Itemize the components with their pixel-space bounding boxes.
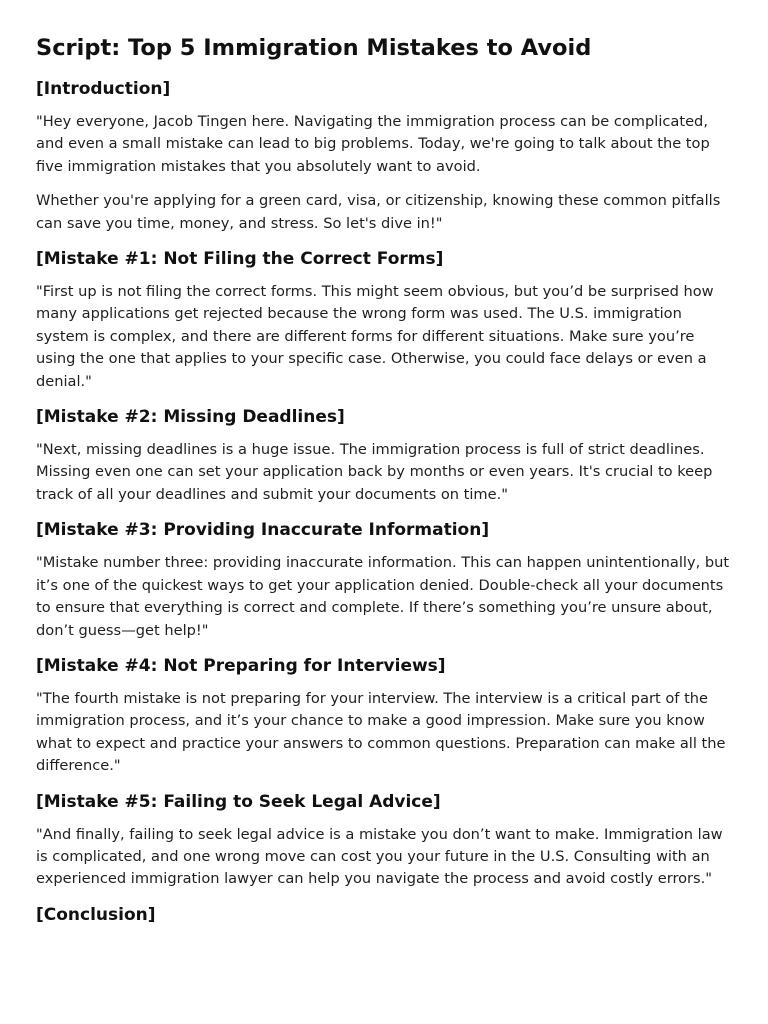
section-mistake-4: [36, 654, 732, 778]
section-heading: [Introduction]: [36, 79, 171, 99]
section-introduction: [36, 77, 732, 235]
section-heading: [Mistake #4: Not Preparing for Interviews]: [36, 655, 446, 676]
paragraph: "And finally, failing to seek legal advice is a mistake you don’t want to make. Immigration law is complicated, and one wrong move can cost you your future in the U.S. Consulting with an experienced immigration lawyer can help you navigate the process and avoid costly errors.": [36, 825, 723, 888]
paragraph: "Mistake number three: providing inaccurate information. This can happen unintentionally, but it’s one of the quickest ways to get your application denied. Double-check all your documents to ensure that everything is correct and complete. If there’s something you’re unsure about, don’t guess—get help!": [36, 554, 730, 639]
section-heading: [Conclusion]: [36, 904, 156, 925]
section-heading: [Mistake #5: Failing to Seek Legal Advice]: [36, 791, 441, 812]
section-mistake-1: [36, 247, 732, 393]
paragraph: "First up is not filing the correct forms. This might seem obvious, but you’d be surprised how many applications get rejected because the wrong form was used. The U.S. immigration system is complex, and there are different forms for different situations. Make sure you’re using the one that applies to your specific case. Otherwise, you could face delays or even a denial.": [36, 283, 714, 390]
section-conclusion: [36, 903, 732, 927]
section-mistake-3: [36, 518, 732, 642]
paragraph: "Next, missing deadlines is a huge issue. The immigration process is full of strict deadlines. Missing even one can set your application back by months or even years. It's crucial to keep track of all your deadlines and submit your documents on time.": [36, 441, 713, 503]
paragraph: "The fourth mistake is not preparing for your interview. The interview is a critical part of the immigration process, and it’s your chance to make a good impression. Make sure you know what to expect and practice your answers to common questions. Preparation can make all the difference.": [36, 689, 726, 775]
section-heading: [Mistake #1: Not Filing the Correct Forms]: [36, 249, 444, 270]
section-mistake-5: [36, 790, 732, 891]
document-title: Script: Top 5 Immigration Mistakes to Avoid: [36, 35, 592, 61]
section-heading: [Mistake #2: Missing Deadlines]: [36, 407, 345, 428]
paragraph: Whether you're applying for a green card, visa, or citizenship, knowing these common pitfalls can save you time, money, and stress. So let's dive in!": [36, 192, 721, 232]
section-heading: [Mistake #3: Providing Inaccurate Information]: [36, 520, 490, 541]
paragraph: "Hey everyone, Jacob Tingen here. Navigating the immigration process can be complicated, and even a small mistake can lead to big problems. Today, we're going to talk about the top five immigration mistakes that you absolutely want to avoid.: [36, 113, 710, 175]
section-mistake-2: [36, 405, 732, 506]
